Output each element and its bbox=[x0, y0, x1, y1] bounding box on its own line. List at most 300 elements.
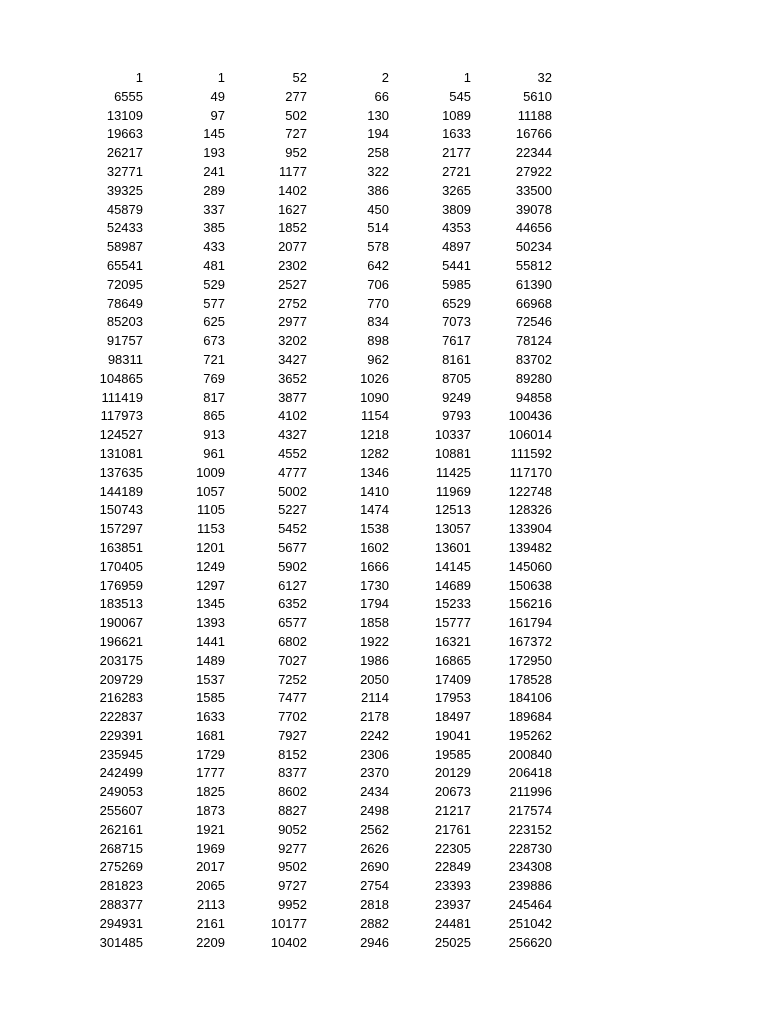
table-cell: 13601 bbox=[434, 539, 471, 555]
table-cell: 145 bbox=[203, 126, 225, 142]
table-cell: 10337 bbox=[434, 427, 471, 443]
table-row bbox=[0, 426, 552, 445]
table-cell: 1402 bbox=[278, 182, 307, 198]
table-cell: 1538 bbox=[360, 521, 389, 537]
table-cell: 1153 bbox=[197, 521, 225, 537]
table-cell: 11969 bbox=[435, 483, 471, 499]
table-cell: 61390 bbox=[515, 276, 552, 292]
table-row bbox=[0, 144, 552, 163]
table-cell: 26217 bbox=[106, 145, 143, 161]
table-cell: 2177 bbox=[442, 145, 471, 161]
table-row bbox=[0, 483, 552, 502]
table-cell: 15777 bbox=[434, 615, 471, 631]
table-cell: 962 bbox=[367, 351, 389, 367]
table-cell: 4897 bbox=[442, 239, 471, 255]
table-cell: 4353 bbox=[442, 220, 471, 236]
table-cell: 195262 bbox=[508, 727, 552, 743]
table-cell: 241 bbox=[203, 163, 225, 179]
table-cell: 1345 bbox=[196, 596, 225, 612]
table-cell: 1921 bbox=[196, 821, 225, 837]
table-cell: 2017 bbox=[196, 859, 225, 875]
table-cell: 2178 bbox=[360, 709, 389, 725]
table-row bbox=[0, 821, 552, 840]
table-cell: 834 bbox=[367, 314, 389, 330]
table-cell: 22344 bbox=[515, 145, 552, 161]
table-cell: 16321 bbox=[434, 633, 471, 649]
table-cell: 3809 bbox=[442, 201, 471, 217]
table-cell: 150638 bbox=[508, 577, 552, 593]
table-cell: 22849 bbox=[434, 859, 471, 875]
table-cell: 206418 bbox=[508, 765, 552, 781]
table-cell: 8827 bbox=[278, 803, 307, 819]
table-cell: 6127 bbox=[278, 577, 307, 593]
table-cell: 139482 bbox=[508, 539, 552, 555]
table-cell: 193 bbox=[203, 145, 225, 161]
table-cell: 39078 bbox=[515, 201, 552, 217]
table-cell: 5441 bbox=[442, 257, 471, 273]
table-cell: 9249 bbox=[442, 389, 471, 405]
table-row bbox=[0, 727, 552, 746]
table-cell: 16865 bbox=[434, 652, 471, 668]
table-cell: 229391 bbox=[99, 727, 143, 743]
table-cell: 66968 bbox=[515, 295, 552, 311]
table-row bbox=[0, 764, 552, 783]
table-cell: 1922 bbox=[360, 633, 389, 649]
table-cell: 130 bbox=[367, 107, 389, 123]
table-cell: 7252 bbox=[278, 671, 307, 687]
table-cell: 13109 bbox=[106, 107, 143, 123]
table-cell: 4552 bbox=[278, 445, 307, 461]
table-cell: 1 bbox=[463, 70, 471, 85]
table-cell: 4102 bbox=[278, 408, 307, 424]
table-row bbox=[0, 257, 552, 276]
table-row bbox=[0, 577, 552, 596]
table-row bbox=[0, 238, 552, 257]
table-cell: 245464 bbox=[508, 897, 552, 913]
table-cell: 145060 bbox=[508, 558, 552, 574]
table-cell: 83702 bbox=[515, 351, 552, 367]
table-cell: 625 bbox=[203, 314, 225, 330]
table-row bbox=[0, 708, 552, 727]
table-cell: 106014 bbox=[508, 427, 552, 443]
table-cell: 12513 bbox=[434, 502, 471, 518]
table-cell: 2721 bbox=[442, 163, 471, 179]
table-cell: 275269 bbox=[99, 859, 143, 875]
table-cell: 8377 bbox=[278, 765, 307, 781]
table-row bbox=[0, 633, 552, 652]
table-cell: 217574 bbox=[508, 803, 552, 819]
table-cell: 111592 bbox=[510, 445, 552, 461]
table-cell: 85203 bbox=[106, 314, 143, 330]
table-cell: 913 bbox=[203, 427, 225, 443]
table-cell: 6352 bbox=[278, 596, 307, 612]
table-cell: 1218 bbox=[360, 427, 389, 443]
table-cell: 577 bbox=[203, 295, 225, 311]
table-cell: 2242 bbox=[360, 727, 389, 743]
table-row bbox=[0, 595, 552, 614]
table-cell: 301485 bbox=[99, 934, 143, 950]
table-cell: 183513 bbox=[99, 596, 143, 612]
table-cell: 706 bbox=[367, 276, 389, 292]
table-cell: 72095 bbox=[106, 276, 143, 292]
table-cell: 7477 bbox=[278, 690, 307, 706]
table-cell: 1089 bbox=[442, 107, 471, 123]
numeric-table bbox=[0, 69, 552, 952]
table-cell: 2527 bbox=[278, 276, 307, 292]
table-cell: 673 bbox=[203, 333, 225, 349]
table-cell: 104865 bbox=[99, 370, 143, 386]
table-cell: 200840 bbox=[508, 746, 552, 762]
table-row bbox=[0, 652, 552, 671]
table-cell: 2302 bbox=[278, 257, 307, 273]
table-cell: 1410 bbox=[360, 483, 389, 499]
table-cell: 529 bbox=[203, 276, 225, 292]
table-cell: 2065 bbox=[196, 878, 225, 894]
table-cell: 2754 bbox=[360, 878, 389, 894]
table-row bbox=[0, 351, 552, 370]
table-cell: 865 bbox=[203, 408, 225, 424]
table-cell: 1633 bbox=[196, 709, 225, 725]
table-cell: 178528 bbox=[508, 671, 552, 687]
table-cell: 8705 bbox=[442, 370, 471, 386]
table-cell: 131081 bbox=[99, 445, 143, 461]
table-cell: 8602 bbox=[278, 784, 307, 800]
table-cell: 8152 bbox=[278, 746, 307, 762]
table-row bbox=[0, 69, 552, 88]
table-cell: 18497 bbox=[434, 709, 471, 725]
table-cell: 128326 bbox=[508, 502, 552, 518]
table-cell: 9793 bbox=[442, 408, 471, 424]
table-cell: 25025 bbox=[434, 934, 471, 950]
table-cell: 111419 bbox=[101, 389, 143, 405]
table-cell: 172950 bbox=[508, 652, 552, 668]
table-cell: 32 bbox=[537, 70, 552, 85]
table-row bbox=[0, 407, 552, 426]
table-cell: 124527 bbox=[99, 427, 143, 443]
table-row bbox=[0, 746, 552, 765]
table-cell: 10881 bbox=[434, 445, 471, 461]
table-cell: 1825 bbox=[196, 784, 225, 800]
table-cell: 45879 bbox=[106, 201, 143, 217]
table-cell: 5452 bbox=[278, 521, 307, 537]
table-row bbox=[0, 840, 552, 859]
table-cell: 167372 bbox=[508, 633, 552, 649]
table-cell: 161794 bbox=[508, 615, 552, 631]
table-cell: 5677 bbox=[278, 539, 307, 555]
table-row bbox=[0, 558, 552, 577]
table-cell: 481 bbox=[203, 257, 225, 273]
table-cell: 2562 bbox=[360, 821, 389, 837]
table-cell: 211996 bbox=[509, 784, 552, 800]
table-cell: 5227 bbox=[278, 502, 307, 518]
table-cell: 262161 bbox=[99, 821, 143, 837]
table-cell: 961 bbox=[203, 445, 225, 461]
table-cell: 268715 bbox=[99, 840, 143, 856]
table-row bbox=[0, 802, 552, 821]
table-row bbox=[0, 389, 552, 408]
table-cell: 2370 bbox=[360, 765, 389, 781]
table-cell: 1282 bbox=[360, 445, 389, 461]
table-cell: 22305 bbox=[434, 840, 471, 856]
table-cell: 44656 bbox=[515, 220, 552, 236]
table-cell: 117170 bbox=[509, 464, 552, 480]
table-cell: 1 bbox=[135, 70, 143, 85]
table-cell: 1666 bbox=[360, 558, 389, 574]
table-cell: 1681 bbox=[196, 727, 225, 743]
table-cell: 1585 bbox=[196, 690, 225, 706]
table-cell: 1858 bbox=[360, 615, 389, 631]
table-cell: 9277 bbox=[278, 840, 307, 856]
table-cell: 6529 bbox=[442, 295, 471, 311]
table-cell: 89280 bbox=[515, 370, 552, 386]
table-cell: 239886 bbox=[508, 878, 552, 894]
table-cell: 1297 bbox=[196, 577, 225, 593]
table-cell: 6577 bbox=[278, 615, 307, 631]
table-cell: 642 bbox=[367, 257, 389, 273]
table-cell: 17409 bbox=[434, 671, 471, 687]
table-cell: 251042 bbox=[508, 915, 552, 931]
table-cell: 242499 bbox=[99, 765, 143, 781]
table-cell: 1777 bbox=[196, 765, 225, 781]
table-cell: 7617 bbox=[442, 333, 471, 349]
table-cell: 3265 bbox=[442, 182, 471, 198]
table-row bbox=[0, 125, 552, 144]
table-cell: 1730 bbox=[360, 577, 389, 593]
table-cell: 514 bbox=[367, 220, 389, 236]
table-cell: 3652 bbox=[278, 370, 307, 386]
table-cell: 21217 bbox=[434, 803, 471, 819]
table-cell: 16766 bbox=[515, 126, 552, 142]
table-cell: 1602 bbox=[360, 539, 389, 555]
table-cell: 2690 bbox=[360, 859, 389, 875]
table-cell: 2050 bbox=[360, 671, 389, 687]
table-cell: 1873 bbox=[196, 803, 225, 819]
table-cell: 1177 bbox=[279, 163, 307, 179]
table-row bbox=[0, 107, 552, 126]
table-row bbox=[0, 858, 552, 877]
table-cell: 14145 bbox=[434, 558, 471, 574]
table-row bbox=[0, 313, 552, 332]
table-cell: 1969 bbox=[196, 840, 225, 856]
table-cell: 9052 bbox=[278, 821, 307, 837]
table-cell: 1986 bbox=[360, 652, 389, 668]
table-cell: 1537 bbox=[196, 671, 225, 687]
table-cell: 117973 bbox=[100, 408, 143, 424]
table-cell: 184106 bbox=[508, 690, 552, 706]
table-row bbox=[0, 370, 552, 389]
table-cell: 137635 bbox=[99, 464, 143, 480]
table-cell: 322 bbox=[367, 163, 389, 179]
table-row bbox=[0, 614, 552, 633]
table-cell: 21761 bbox=[434, 821, 471, 837]
table-cell: 952 bbox=[285, 145, 307, 161]
table-cell: 24481 bbox=[434, 915, 471, 931]
table-cell: 770 bbox=[367, 295, 389, 311]
table-row bbox=[0, 464, 552, 483]
table-row bbox=[0, 501, 552, 520]
table-cell: 156216 bbox=[508, 596, 552, 612]
table-cell: 91757 bbox=[106, 333, 143, 349]
table-cell: 33500 bbox=[515, 182, 552, 198]
table-cell: 1729 bbox=[196, 746, 225, 762]
table-cell: 5610 bbox=[523, 88, 552, 104]
table-cell: 8161 bbox=[442, 351, 471, 367]
table-cell: 7073 bbox=[442, 314, 471, 330]
table-cell: 133904 bbox=[508, 521, 552, 537]
table-cell: 386 bbox=[367, 182, 389, 198]
table-cell: 10177 bbox=[270, 915, 307, 931]
table-cell: 32771 bbox=[106, 163, 143, 179]
table-cell: 1154 bbox=[361, 408, 389, 424]
table-cell: 2113 bbox=[197, 897, 225, 913]
table-row bbox=[0, 671, 552, 690]
table-cell: 203175 bbox=[99, 652, 143, 668]
table-row bbox=[0, 88, 552, 107]
table-cell: 502 bbox=[285, 107, 307, 123]
table-cell: 2818 bbox=[360, 897, 389, 913]
table-cell: 122748 bbox=[508, 483, 552, 499]
table-cell: 6802 bbox=[278, 633, 307, 649]
table-cell: 578 bbox=[367, 239, 389, 255]
table-cell: 78649 bbox=[106, 295, 143, 311]
table-cell: 1441 bbox=[196, 633, 225, 649]
table-cell: 255607 bbox=[99, 803, 143, 819]
table-cell: 281823 bbox=[99, 878, 143, 894]
table-cell: 27922 bbox=[515, 163, 552, 179]
table-cell: 10402 bbox=[270, 934, 307, 950]
table-cell: 39325 bbox=[106, 182, 143, 198]
table-cell: 1852 bbox=[278, 220, 307, 236]
table-cell: 2434 bbox=[360, 784, 389, 800]
table-cell: 5985 bbox=[442, 276, 471, 292]
table-cell: 19585 bbox=[434, 746, 471, 762]
table-row bbox=[0, 219, 552, 238]
table-cell: 2626 bbox=[360, 840, 389, 856]
table-cell: 194 bbox=[367, 126, 389, 142]
table-cell: 249053 bbox=[99, 784, 143, 800]
table-row bbox=[0, 915, 552, 934]
table-cell: 100436 bbox=[508, 408, 552, 424]
table-cell: 58987 bbox=[106, 239, 143, 255]
table-cell: 2752 bbox=[278, 295, 307, 311]
table-cell: 2498 bbox=[360, 803, 389, 819]
table-row bbox=[0, 201, 552, 220]
table-cell: 157297 bbox=[99, 521, 143, 537]
table-cell: 1249 bbox=[196, 558, 225, 574]
table-cell: 2209 bbox=[196, 934, 225, 950]
table-cell: 1 bbox=[217, 70, 225, 85]
table-cell: 17953 bbox=[434, 690, 471, 706]
table-cell: 1346 bbox=[360, 464, 389, 480]
table-cell: 9727 bbox=[278, 878, 307, 894]
table-cell: 216283 bbox=[99, 690, 143, 706]
table-cell: 258 bbox=[367, 145, 389, 161]
table-cell: 2977 bbox=[278, 314, 307, 330]
table-cell: 337 bbox=[203, 201, 225, 217]
table-cell: 769 bbox=[203, 370, 225, 386]
table-cell: 1489 bbox=[196, 652, 225, 668]
table-row bbox=[0, 877, 552, 896]
table-cell: 144189 bbox=[99, 483, 143, 499]
table-cell: 4327 bbox=[278, 427, 307, 443]
table-cell: 163851 bbox=[99, 539, 143, 555]
table-cell: 7927 bbox=[278, 727, 307, 743]
table-cell: 19663 bbox=[106, 126, 143, 142]
table-row bbox=[0, 783, 552, 802]
table-cell: 65541 bbox=[106, 257, 143, 273]
table-cell: 2 bbox=[381, 70, 389, 85]
table-cell: 1627 bbox=[278, 201, 307, 217]
table-cell: 450 bbox=[367, 201, 389, 217]
table-cell: 5902 bbox=[278, 558, 307, 574]
table-cell: 1057 bbox=[196, 483, 225, 499]
table-cell: 52433 bbox=[106, 220, 143, 236]
table-cell: 2306 bbox=[360, 746, 389, 762]
table-cell: 5002 bbox=[278, 483, 307, 499]
table-cell: 3202 bbox=[278, 333, 307, 349]
table-cell: 2114 bbox=[361, 690, 389, 706]
table-cell: 7702 bbox=[278, 709, 307, 725]
table-cell: 50234 bbox=[515, 239, 552, 255]
table-row bbox=[0, 445, 552, 464]
table-row bbox=[0, 332, 552, 351]
table-cell: 176959 bbox=[99, 577, 143, 593]
table-cell: 13057 bbox=[434, 521, 471, 537]
table-cell: 209729 bbox=[99, 671, 143, 687]
table-cell: 66 bbox=[374, 88, 389, 104]
table-cell: 189684 bbox=[508, 709, 552, 725]
table-cell: 6555 bbox=[114, 88, 143, 104]
table-cell: 72546 bbox=[515, 314, 552, 330]
table-row bbox=[0, 295, 552, 314]
table-cell: 1393 bbox=[196, 615, 225, 631]
table-cell: 222837 bbox=[99, 709, 143, 725]
table-row bbox=[0, 520, 552, 539]
table-cell: 294931 bbox=[99, 915, 143, 931]
table-cell: 277 bbox=[285, 88, 307, 104]
table-cell: 55812 bbox=[515, 257, 552, 273]
table-cell: 19041 bbox=[434, 727, 471, 743]
table-cell: 49 bbox=[210, 88, 225, 104]
table-cell: 545 bbox=[449, 88, 471, 104]
table-cell: 11188 bbox=[517, 107, 552, 123]
table-cell: 727 bbox=[285, 126, 307, 142]
table-cell: 256620 bbox=[508, 934, 552, 950]
table-cell: 2161 bbox=[196, 915, 225, 931]
table-cell: 228730 bbox=[508, 840, 552, 856]
table-cell: 23937 bbox=[434, 897, 471, 913]
table-row bbox=[0, 182, 552, 201]
table-cell: 94858 bbox=[515, 389, 552, 405]
table-cell: 9952 bbox=[278, 897, 307, 913]
table-cell: 234308 bbox=[508, 859, 552, 875]
table-cell: 196621 bbox=[99, 633, 143, 649]
table-row bbox=[0, 896, 552, 915]
table-row bbox=[0, 276, 552, 295]
table-cell: 98311 bbox=[107, 351, 143, 367]
table-cell: 1009 bbox=[196, 464, 225, 480]
table-cell: 1201 bbox=[196, 539, 225, 555]
table-cell: 1105 bbox=[197, 502, 225, 518]
table-cell: 3427 bbox=[278, 351, 307, 367]
table-cell: 20673 bbox=[434, 784, 471, 800]
table-row bbox=[0, 539, 552, 558]
table-cell: 9502 bbox=[278, 859, 307, 875]
table-row bbox=[0, 934, 552, 953]
table-cell: 1794 bbox=[360, 596, 389, 612]
table-cell: 1090 bbox=[360, 389, 389, 405]
table-row bbox=[0, 689, 552, 708]
